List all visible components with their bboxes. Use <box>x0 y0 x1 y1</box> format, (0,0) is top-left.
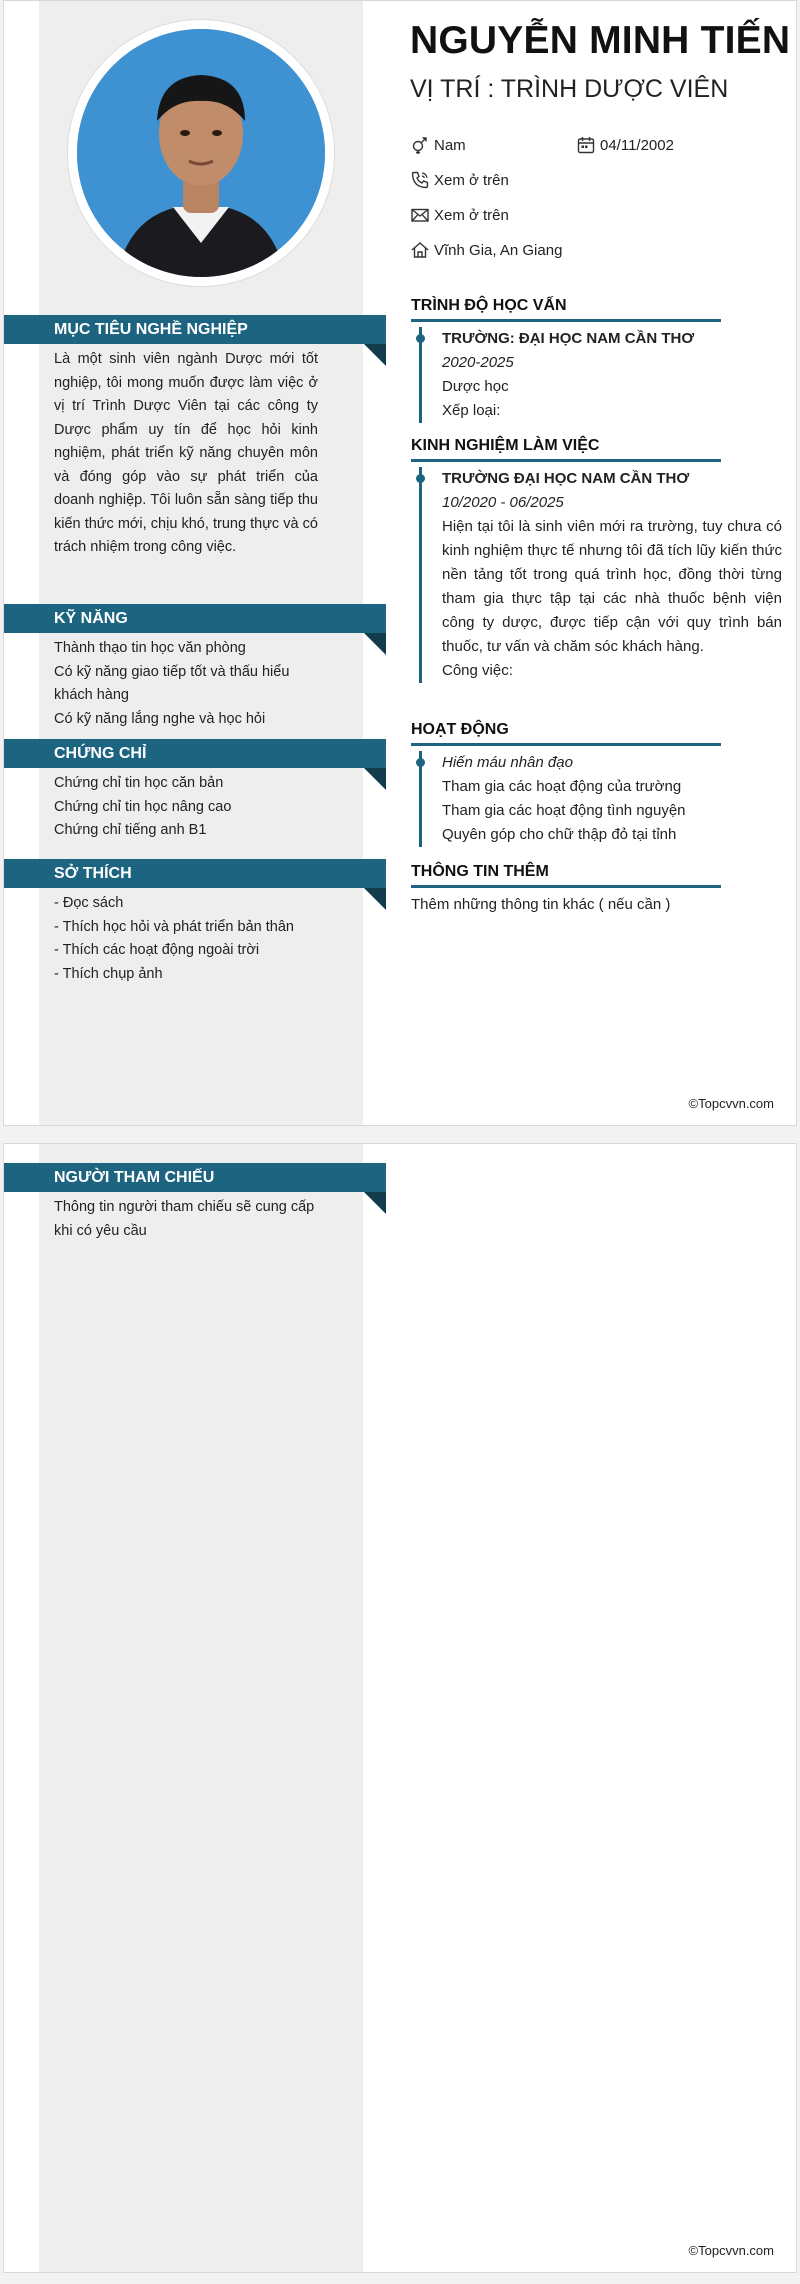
cv-page-2 <box>3 1143 797 2273</box>
education-major: Dược học <box>442 378 509 395</box>
home-icon <box>410 240 430 260</box>
avatar <box>77 29 325 277</box>
address-row <box>410 240 562 260</box>
hobbies-list <box>54 892 318 986</box>
objective-header: MỤC TIÊU NGHỀ NGHIỆP <box>4 315 386 344</box>
timeline-dot <box>416 334 425 343</box>
gender-value: Nam <box>434 136 466 154</box>
list-item: - Thích học hỏi và phát triển bản thân <box>54 918 294 935</box>
experience-job: Công việc: <box>442 662 513 679</box>
experience-entry <box>419 467 782 683</box>
cv-page-1 <box>3 0 797 1126</box>
certificates-list <box>54 772 318 843</box>
experience-description: Hiện tại tôi là sinh viên mới ra trường, tuy chưa có kinh nghiệm thực tế nhưng tôi đã tích lũy kiến thức nền tảng tốt trong quá trình học, đồng thời từng tham gia thực tập tại các nhà thuốc bệnh viện công ty dược, được tiếp cận với quy trình bán thuốc, tư vấn và chăm sóc khách hàng. <box>442 518 782 655</box>
education-school: TRƯỜNG: ĐẠI HỌC NAM CẦN THƠ <box>442 330 695 347</box>
avatar-portrait <box>77 29 325 277</box>
address-value: Vĩnh Gia, An Giang <box>434 241 563 259</box>
gender-row <box>410 135 466 155</box>
list-item: Chứng chỉ tiếng anh B1 <box>54 822 207 838</box>
list-item: - Đọc sách <box>54 895 124 911</box>
list-item: Tham gia các hoạt động của trường <box>442 778 682 795</box>
ribbon-fold <box>364 1192 386 1214</box>
list-item: - Thích các hoạt động ngoài trời <box>54 942 260 958</box>
activities-header: HOẠT ĐỘNG <box>411 721 721 746</box>
list-item: Có kỹ năng lắng nghe và học hỏi <box>54 710 266 727</box>
ribbon-fold <box>364 633 386 655</box>
watermark: ©Topcvvn.com <box>688 2243 774 2258</box>
list-item: Thành thạo tin học văn phòng <box>54 640 246 656</box>
birthday-row <box>576 135 674 155</box>
education-grade: Xếp loại: <box>442 402 501 419</box>
list-item: Chứng chỉ tin học căn bản <box>54 775 224 791</box>
calendar-icon <box>576 135 596 155</box>
education-header: TRÌNH ĐỘ HỌC VẤN <box>411 297 721 322</box>
list-item: Có kỹ năng giao tiếp tốt và thấu hiểu khách hàng <box>54 663 290 703</box>
objective-text: Là một sinh viên ngành Dược mới tốt nghiệp, tôi mong muốn được làm việc ở vị trí Trình Dược Viên tại các công ty Dược phẩm uy tín để học hỏi kinh nghiệm, phát triển kỹ năng chuyên môn và đóng góp vào sự phát triển của doanh nghiệp. Tôi luôn sẵn sàng tiếp thu kiến thức mới, chịu khó, trung thực và có trách nhiệm trong công việc. <box>54 351 318 555</box>
ribbon-fold <box>364 344 386 366</box>
ribbon-fold <box>364 888 386 910</box>
ribbon-fold <box>364 768 386 790</box>
skills-list <box>54 637 318 731</box>
experience-company: TRƯỜNG ĐẠI HỌC NAM CẦN THƠ <box>442 470 690 487</box>
education-period: 2020-2025 <box>442 354 514 371</box>
education-entry <box>419 327 774 423</box>
references-text: Thông tin người tham chiếu sẽ cung cấp khi có yêu cầu <box>54 1199 315 1239</box>
extra-info-text: Thêm những thông tin khác ( nếu cần ) <box>411 896 671 913</box>
activity-role: Hiến máu nhân đạo <box>442 754 573 771</box>
gender-icon <box>410 135 430 155</box>
job-position: VỊ TRÍ : TRÌNH DƯỢC VIÊN <box>410 75 729 103</box>
list-item: Chứng chỉ tin học nâng cao <box>54 798 232 815</box>
list-item: Quyên góp cho chữ thập đỏ tại tỉnh <box>442 826 677 843</box>
skills-header: KỸ NĂNG <box>4 604 386 633</box>
email-row <box>410 205 509 225</box>
references-header: NGƯỜI THAM CHIẾU <box>4 1163 386 1192</box>
hobbies-header: SỞ THÍCH <box>4 859 386 888</box>
birthday-value: 04/11/2002 <box>600 136 674 154</box>
phone-value: Xem ở trên <box>434 171 509 189</box>
phone-row <box>410 170 509 190</box>
left-sidebar <box>39 1144 363 2272</box>
timeline-dot <box>416 474 425 483</box>
experience-header: KINH NGHIỆM LÀM VIỆC <box>411 437 721 462</box>
mail-icon <box>410 205 430 225</box>
phone-icon <box>410 170 430 190</box>
certificates-header: CHỨNG CHỈ <box>4 739 386 768</box>
avatar-frame <box>67 19 335 287</box>
watermark: ©Topcvvn.com <box>688 1096 774 1111</box>
email-value: Xem ở trên <box>434 206 509 224</box>
candidate-name: NGUYỄN MINH TIẾN <box>410 19 791 62</box>
extra-info-header: THÔNG TIN THÊM <box>411 863 721 888</box>
experience-period: 10/2020 - 06/2025 <box>442 494 564 511</box>
activities-entry <box>419 751 774 847</box>
list-item: - Thích chụp ảnh <box>54 965 163 982</box>
timeline-dot <box>416 758 425 767</box>
list-item: Tham gia các hoạt động tình nguyện <box>442 802 686 819</box>
